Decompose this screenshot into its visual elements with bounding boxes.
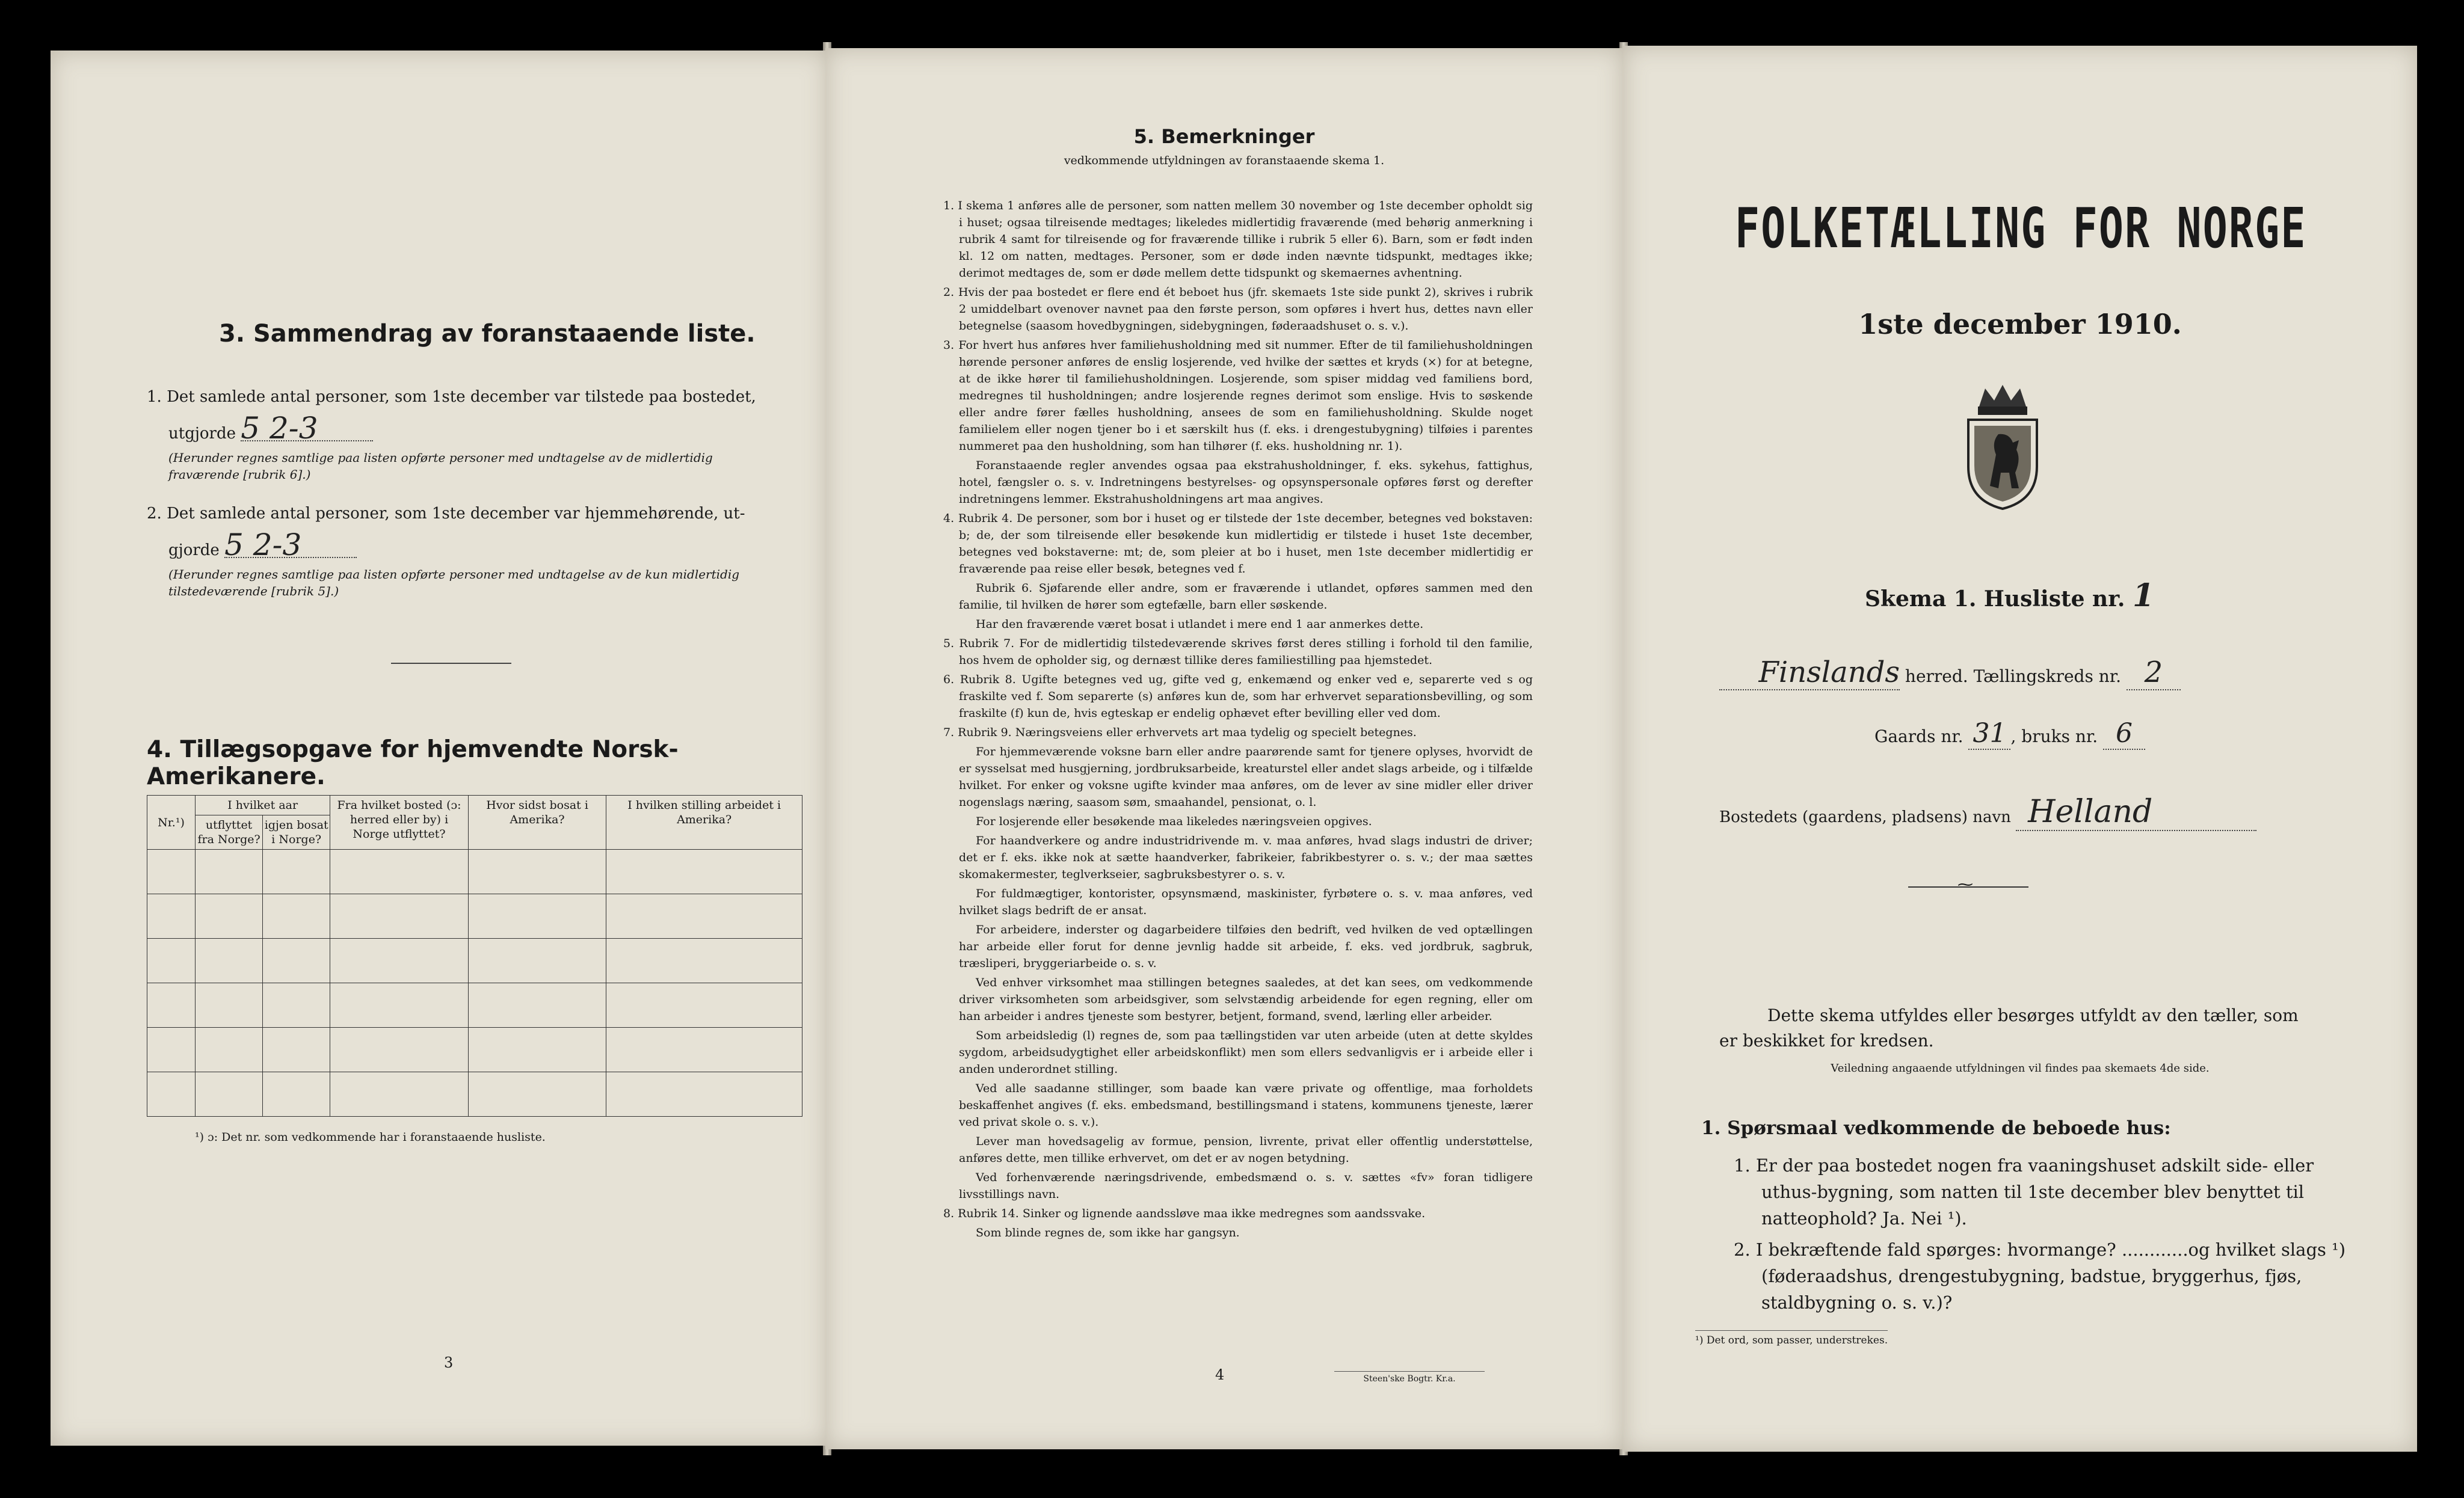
remark-paragraph: 2. Hvis der paa bostedet er flere end ét beboet hus (jfr. skemaets 1ste side punkt 2), skrives i rubrik 2 umiddelbart ovenover navnet paa den første person, som opføres i hvert hus, dettes navn eller betegnelse (saasom hovedbygningen, sidebygningen, føderaadshuset o. s. v.).	[943, 286, 1533, 333]
remark-paragraph: For arbeidere, inderster og dagarbeidere tilføies den bedrift, ved hvilken de ved optællingen har arbeide eller forut for denne jevnlig hadde sit arbeide, f. eks. ved jordbruk, sagbruk, træsliperi, bryggeriarbeide o. s. v.	[959, 923, 1533, 970]
norsk-amerikanere-table	[147, 795, 802, 1117]
summary-item-1-text: 1. Det samlede antal personer, som 1ste december var tilstede paa bostedet,	[147, 388, 756, 406]
page-3	[51, 51, 828, 1446]
summary-item-1-value: 5 2-3	[241, 416, 373, 441]
table-row	[147, 1072, 802, 1117]
instruction-text: Dette skema utfyldes eller besørges utfyldt av den tæller, som er beskikket for kredsen.	[1719, 1005, 2299, 1051]
summary-item-1-note: (Herunder regnes samtlige paa listen opførte personer med undtagelse av de midlertidig fraværende [rubrik 6].)	[168, 450, 713, 482]
remark-paragraph: Ved alle saadanne stillinger, som baade kan være private og offentlige, maa forholdets beskaffenhet angives (f. eks. embedsmand, bestillingsmand i statens, kommunens tjeneste, lærer ved privat skole o. s. v.).	[959, 1082, 1533, 1129]
husliste-number: 1	[2132, 577, 2155, 614]
remark-paragraph: Rubrik 6. Sjøfarende eller andre, som er fraværende i utlandet, opføres sammen med den familie, til hvilken de hører som egtefælle, barn eller søskende.	[959, 582, 1533, 612]
col-returned: igjen bosat i Norge?	[263, 815, 330, 850]
remark-paragraph: For losjerende eller besøkende maa likeledes næringsveien opgives.	[976, 815, 1372, 828]
remark-paragraph: 3. For hvert hus anføres hver familiehusholdning med sit nummer. Efter de til familiehusholdningen hørende personer anføres de enslig losjerende, ved hvilke der sættes et kryds (×) for at betegne, at de ikke hører til familiehusholdningen. Losjerende, som spiser middag ved familiens bord, medregnes til husholdningen; andre losjerende regnes derimot som enslige. Hvis to søskende eller andre fører fælles husholdning, ansees de som en familiehusholdning. Skulde noget familielem eller nogen tjener bo i et særskilt hus (f. eks. i drengestubygning) tilføies i parentes nummeret paa den husholdning, som han tilhører (f. eks. husholdning nr. 1).	[943, 339, 1533, 453]
coat-of-arms-icon	[1961, 382, 2044, 511]
bosted-label: Bostedets (gaardens, pladsens) navn	[1719, 808, 2011, 826]
herred-line	[1719, 655, 2345, 690]
gaards-label: Gaards nr.	[1874, 726, 1964, 746]
summary-item-2-prefix: gjorde	[168, 541, 220, 559]
census-date: 1ste december 1910.	[1858, 308, 2182, 340]
col-emigrated: utflyttet fra Norge?	[196, 815, 263, 850]
census-title: FOLKETÆLLING FOR NORGE	[1735, 196, 2307, 260]
summary-item-2-value: 5 2-3	[224, 533, 357, 558]
page-number: 4	[1215, 1366, 1225, 1383]
bosted-line	[1719, 794, 2256, 831]
remarks-body	[931, 197, 1533, 1244]
section4-title: 4. Tillægsopgave for hjemvendte Norsk-Amerikanere.	[147, 736, 679, 790]
bosted-value: Helland	[2016, 794, 2256, 831]
summary-item-2	[147, 502, 778, 600]
summary-item-1-prefix: utgjorde	[168, 425, 236, 443]
herred-value: Finslands	[1719, 655, 1900, 690]
remark-paragraph: For haandverkere og andre industridrivende m. v. maa anføres, hvad slags industri de driver; det er f. eks. ikke nok at sætte haandverker, fabrikeier, fabrikbestyrer o. s. v.; der maa sættes skomakermester, teglverkseier, sagbruksbestyrer o. s. v.	[959, 834, 1533, 881]
remark-paragraph: Som arbeidsledig (l) regnes de, som paa tællingstiden var uten arbeide (uten at dette skyldes sygdom, arbeidsudygtighet eller arbeidskonflikt) men som ellers sedvanligvis er i arbeide eller i anden underordnet stilling.	[959, 1029, 1533, 1076]
kreds-label: Tællingskreds nr.	[1973, 666, 2121, 686]
printer-imprint: Steen'ske Bogtr. Kr.a.	[1334, 1371, 1485, 1384]
table-row	[147, 850, 802, 894]
col-last-home: Hvor sidst bosat i Amerika?	[468, 796, 606, 850]
col-year-group: I hvilket aar	[196, 796, 330, 815]
remark-paragraph: Som blinde regnes de, som ikke har gangsyn.	[976, 1226, 1240, 1239]
title-footnote: ¹) Det ord, som passer, understrekes.	[1695, 1330, 1888, 1346]
remark-paragraph: Lever man hovedsagelig av formue, pension, livrente, privat eller offentlig understøttelse, anføres dette, men tillike erhvervet, om det er av nogen betydning.	[959, 1135, 1533, 1165]
question-2: 2. I bekræftende fald spørges: hvormange? ............og hvilket slags ¹) (føderaadshus, drengestubygning, badstue, bryggerhus, fjøs, staldbygning o. s. v.)?	[1734, 1239, 2346, 1313]
table-row	[147, 939, 802, 983]
page-4	[825, 48, 1623, 1449]
skema-husliste	[1865, 577, 2154, 614]
remark-paragraph: Foranstaaende regler anvendes ogsaa paa ekstrahusholdninger, f. eks. sykehus, fattighus, hotel, fængsler o. s. v. Indretningens bestyrelses- og opsynspersonale opføres først og derefter indretningens lemmer. Ekstrahusholdningens art maa angives.	[959, 459, 1533, 506]
question-1: 1. Er der paa bostedet nogen fra vaaningshuset adskilt side- eller uthus-bygning, som natten til 1ste december blev benyttet til natteophold? Ja. Nei ¹).	[1734, 1155, 2314, 1229]
table-row	[147, 1028, 802, 1072]
page-number: 3	[444, 1354, 454, 1371]
herred-label: herred.	[1905, 666, 1968, 686]
col-from-place: Fra hvilket bosted (ɔ: herred eller by) i Norge utflyttet?	[330, 796, 469, 850]
kreds-value: 2	[2127, 655, 2181, 690]
guide-text: Veiledning angaaende utfyldningen vil findes paa skemaets 4de side.	[1831, 1062, 2210, 1075]
remark-paragraph: 5. Rubrik 7. For de midlertidig tilstedeværende skrives først deres stilling i forhold til den familie, hos hvem de opholder sig, og dernæst tillike deres familiestilling paa hjemstedet.	[943, 637, 1533, 667]
title-page	[1623, 46, 2417, 1452]
summary-item-2-note: (Herunder regnes samtlige paa listen opførte personer med undtagelse av de kun midlertidig tilstedeværende [rubrik 5].)	[168, 567, 740, 598]
summary-item-1	[147, 385, 778, 483]
gaards-value: 31	[1968, 718, 2010, 750]
table-row	[147, 983, 802, 1028]
divider	[391, 663, 511, 664]
bruks-value: 6	[2103, 718, 2145, 750]
questions-title: 1. Spørsmaal vedkommende de beboede hus:	[1701, 1117, 2171, 1139]
col-occupation: I hvilken stilling arbeidet i Amerika?	[606, 796, 802, 850]
table-row	[147, 894, 802, 939]
table-footnote: ¹) ɔ: Det nr. som vedkommende har i foranstaaende husliste.	[195, 1131, 546, 1144]
ornament-icon: ⁓	[1957, 876, 1973, 894]
col-nr: Nr.¹)	[147, 796, 196, 850]
remark-paragraph: For hjemmeværende voksne barn eller andre paarørende samt for tjenere oplyses, hvorvidt de er sysselsat med husgjerning, jordbruksarbeide, kreaturstel eller andet slags arbeide, og i tilfælde hvilket. For enker og voksne ugifte kvinder maa anføres, om de lever av sine midler eller driver nogenslags næring, saasom søm, smaahandel, pensionat, o. l.	[959, 745, 1533, 809]
remark-paragraph: For fuldmægtiger, kontorister, opsynsmænd, maskinister, fyrbøtere o. s. v. maa anføres, ved hvilket slags bedrift de er ansat.	[959, 887, 1533, 917]
remark-paragraph: 1. I skema 1 anføres alle de personer, som natten mellem 30 november og 1ste december opholdt sig i huset; ogsaa tilreisende medtages; likeledes midlertidig fraværende (med behørig anmerkning i rubrik 4 samt for tilreisende og for fraværende tillike i rubrik 5 eller 6). Barn, som er født inden kl. 12 om natten, medtages. Personer, som er døde inden nævnte tidspunkt, medtages ikke; derimot medtages de, som er døde mellem dette tidspunkt og skemaernes avhentning.	[943, 199, 1533, 280]
remark-paragraph: 6. Rubrik 8. Ugifte betegnes ved ug, gifte ved g, enkemænd og enker ved e, separerte ved s og fraskilte ved f. Som separerte (s) anføres kun de, som har erhvervet separationsbevilling, og som fraskilte (f) kun de, hvis egteskap er endelig ophævet efter bevilling eller ved dom.	[943, 673, 1533, 720]
remarks-subtitle: vedkommende utfyldningen av foranstaaende skema 1.	[1064, 154, 1385, 167]
remark-paragraph: 7. Rubrik 9. Næringsveiens eller erhvervets art maa tydelig og specielt betegnes.	[943, 726, 1417, 739]
remarks-title: 5. Bemerkninger	[1133, 125, 1315, 148]
section3-title: 3. Sammendrag av foranstaaende liste.	[219, 320, 756, 348]
summary-item-2-text: 2. Det samlede antal personer, som 1ste december var hjemmehørende, ut-	[147, 505, 745, 523]
gaards-line	[1874, 718, 2145, 750]
remark-paragraph: 4. Rubrik 4. De personer, som bor i huset og er tilstede der 1ste december, betegnes ved bokstaven: b; de, der som tilreisende eller besøkende kun midlertidig er tilstede i huset 1ste december, betegnes ved bokstaverne: mt; de, som pleier at bo i huset, men 1ste december midlertidig er fraværende paa reise eller besøk, betegnes ved f.	[943, 512, 1533, 576]
remark-paragraph: Ved enhver virksomhet maa stillingen betegnes saaledes, at det kan sees, om vedkommende driver virksomheten som arbeidsgiver, som selvstændig arbeidende for egen regning, eller om han arbeider i andres tjeneste som bestyrer, betjent, formand, svend, lærling eller arbeider.	[959, 976, 1533, 1023]
bruks-label: , bruks nr.	[2010, 726, 2098, 746]
skema-label: Skema 1. Husliste nr.	[1865, 586, 2125, 612]
remark-paragraph: 8. Rubrik 14. Sinker og lignende aandssløve maa ikke medregnes som aandssvake.	[943, 1207, 1426, 1220]
remark-paragraph: Har den fraværende været bosat i utlandet i mere end 1 aar anmerkes dette.	[976, 618, 1424, 631]
remark-paragraph: Ved forhenværende næringsdrivende, embedsmænd o. s. v. sættes «fv» foran tidligere livsstillings navn.	[959, 1171, 1533, 1201]
